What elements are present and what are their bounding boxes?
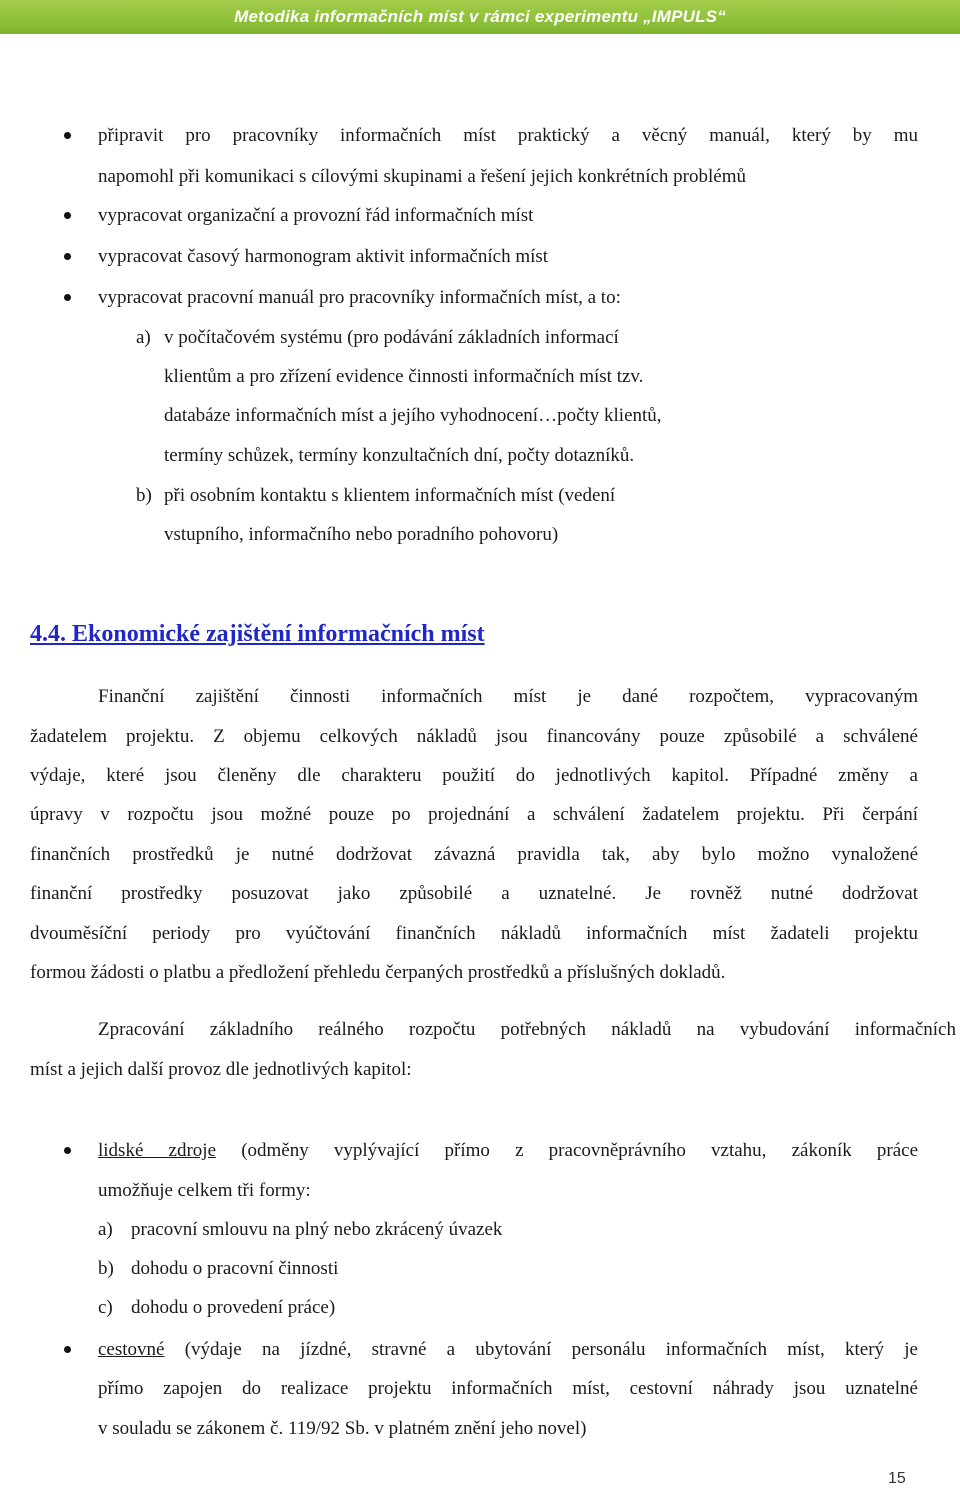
list-item-text: při osobním kontaktu s klientem informačních míst (vedení <box>164 485 616 506</box>
list-marker: a) <box>136 327 151 348</box>
paragraph-line: finančních prostředků je nutné dodržovat závazná pravidla tak, aby bylo možno vynaložené <box>30 844 918 865</box>
bullet-dot <box>64 212 71 219</box>
bullet-text-rest: (výdaje na jízdné, stravné a ubytování personálu informačních míst, který je <box>164 1339 918 1360</box>
list-item-text: databáze informačních míst a jejího vyhodnocení…počty klientů, <box>164 405 662 426</box>
bullet-text: napomohl při komunikaci s cílovými skupinami a řešení jejich konkrétních problémů <box>98 166 746 187</box>
bullet-dot <box>64 1346 71 1353</box>
header-band <box>0 0 960 34</box>
list-item-text: dohodu o pracovní činnosti <box>131 1258 339 1279</box>
bullet-text: umožňuje celkem tři formy: <box>98 1180 311 1201</box>
paragraph-line: Zpracování základního reálného rozpočtu potřebných nákladů na vybudování informačních <box>98 1019 956 1040</box>
list-marker: c) <box>98 1297 113 1318</box>
bullet-text: přímo zapojen do realizace projektu informačních míst, cestovní náhrady jsou uznatelné <box>98 1378 918 1399</box>
paragraph-line: Finanční zajištění činnosti informačních míst je dané rozpočtem, vypracovaným <box>98 686 918 707</box>
underlined-term: lidské zdroje <box>98 1140 217 1161</box>
list-marker: b) <box>98 1258 114 1279</box>
bullet-dot <box>64 294 71 301</box>
bullet-text: vypracovat pracovní manuál pro pracovníky informačních míst, a to: <box>98 287 621 308</box>
bullet-text: vypracovat časový harmonogram aktivit informačních míst <box>98 246 549 267</box>
underlined-term: cestovné <box>98 1339 165 1360</box>
paragraph-line: dvouměsíční periody pro vyúčtování finančních nákladů informačních míst žadateli projektu <box>30 923 918 944</box>
list-item-text: pracovní smlouvu na plný nebo zkrácený úvazek <box>131 1219 503 1240</box>
paragraph-line: žadatelem projektu. Z objemu celkových nákladů jsou financovány pouze způsobilé a schválené <box>30 726 918 747</box>
paragraph-line: úpravy v rozpočtu jsou možné pouze po projednání a schválení žadatelem projektu. Při čerpání <box>30 804 918 825</box>
bullet-text: vypracovat organizační a provozní řád informačních míst <box>98 205 534 226</box>
bullet-text: v souladu se zákonem č. 119/92 Sb. v platném znění jeho novel) <box>98 1418 587 1439</box>
bullet-text <box>98 1139 918 1163</box>
bullet-dot <box>64 1147 71 1154</box>
list-marker: b) <box>136 485 152 506</box>
bullet-text: připravit pro pracovníky informačních míst praktický a věcný manuál, který by mu <box>98 125 918 146</box>
bullet-text <box>98 1338 918 1362</box>
list-item-text: klientům a pro zřízení evidence činnosti informačních míst tzv. <box>164 366 644 387</box>
page-number: 15 <box>888 1470 906 1487</box>
paragraph-line: finanční prostředky posuzovat jako způsobilé a uznatelné. Je rovněž nutné dodržovat <box>30 883 918 904</box>
list-item-text: termíny schůzek, termíny konzultačních dní, počty dotazníků. <box>164 445 635 466</box>
paragraph-line: výdaje, které jsou členěny dle charakteru použití do jednotlivých kapitol. Případné změny a <box>30 765 918 786</box>
bullet-dot <box>64 253 71 260</box>
list-item-text: vstupního, informačního nebo poradního pohovoru) <box>164 524 559 545</box>
paragraph-line: míst a jejich další provoz dle jednotlivých kapitol: <box>30 1059 412 1080</box>
section-heading: 4.4. Ekonomické zajištění informačních míst <box>30 621 485 647</box>
document-header-title: Metodika informačních míst v rámci experimentu „IMPULS“ <box>234 7 726 26</box>
bullet-dot <box>64 132 71 139</box>
list-item-text: dohodu o provedení práce) <box>131 1297 336 1318</box>
list-marker: a) <box>98 1219 113 1240</box>
bullet-text-rest: (odměny vyplývající přímo z pracovněprávního vztahu, zákoník práce <box>216 1140 919 1161</box>
list-item-text: v počítačovém systému (pro podávání základních informací <box>164 327 619 348</box>
paragraph-line: formou žádosti o platbu a předložení přehledu čerpaných prostředků a příslušných dokladů. <box>30 962 726 983</box>
